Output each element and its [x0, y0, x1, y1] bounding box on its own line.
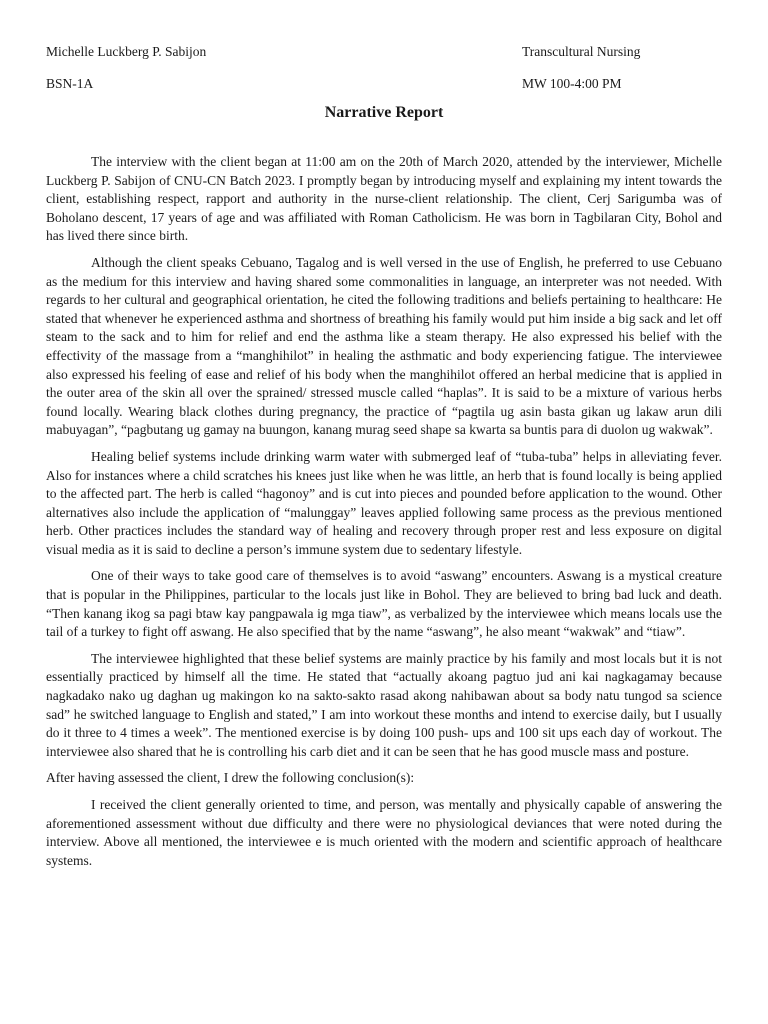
header-row-1 [46, 44, 722, 60]
paragraph-practice: The interviewee highlighted that these belief systems are mainly practice by his family and most locals but it is not essentially practiced by himself all the time. He stated that “actually akoang pagtuo jud ani kai nagkagamay because nagkadako nako ug daghan ug makingon ko na sakto-sakto rasad akong nahibawan about sa body natu tungod sa science sad” he switched language to English and stated,” I am into workout these months and intend to exercise daily, but I usually do it three to 4 times a week”. The mentioned exercise is by doing 100 push- ups and 100 sit ups each day of workout. The interviewee also shared that he is controlling his carb diet and it can be seen that he has good muscle mass and posture. [46, 650, 722, 759]
section-label: BSN-1A [46, 76, 94, 91]
paragraph-traditions: Although the client speaks Cebuano, Tagalog and is well versed in the use of English, he preferred to use Cebuano as the medium for this interview and having shared some commonalities in language, an interpreter was not needed. With regards to her cultural and geographical orientation, he cited the following traditions and beliefs pertaining to healthcare: He stated that whenever he experienced asthma and shortness of breathing his family would put him inside a big sack and let off steam to the sack and to him for relief and end the asthma like a steam therapy. He also expressed his belief with the effectivity of the massage from a “manghihilot” in healing the asthmatic and body experiencing fatigue. The interviewee also expressed his feeling of ease and relief of his body when the manghihilot offered an herbal medicine that is applied in the outer area of the skin all over the sprained/ stressed muscle called “haplas”. It is said to be a mixture of various herbs found locally. Wearing black clothes during pregnancy, the practice of “pagtila ug asin basta gikan ug lakaw arun dili mabuyagan”, “pagbutang ug gamay na buungon, kanang murag seed shape sa kwarta sa buntis para di duolon ug wakwak”. [46, 254, 722, 438]
course-name: Transcultural Nursing [522, 44, 641, 59]
author-name: Michelle Luckberg P. Sabijon [46, 44, 207, 59]
header-row-2 [46, 76, 722, 92]
paragraph-aswang: One of their ways to take good care of themselves is to avoid “aswang” encounters. Aswang is a mystical creature that is popular in the Philippines, particular to the locals just like in Bohol. They are believed to bring bad luck and death. “Then kanang ikog sa pagi btaw kay pangpawala ig mga tiaw”, as verbalized by the interviewee which means locals use the tail of a turkey to fight off aswang. He also specified that by the name “aswang”, he also meant “wakwak” and “tiaw”. [46, 568, 722, 640]
paragraph-conclusion: I received the client generally oriented to time, and person, was mentally and physically capable of answering the aforementioned assessment without due difficulty and there were no physiological deviances that were noted during the interview. Above all mentioned, the interviewee e is much oriented with the modern and scientific approach of healthcare systems. [46, 797, 722, 868]
paragraph-healing: Healing belief systems include drinking warm water with submerged leaf of “tuba-tuba” helps in alleviating fever. Also for instances where a child scratches his knees just like when he was little, an herb that is found locally is being applied to the affected part. The herb is called “hagonoy” and is cut into pieces and pounded before application to the wound. Other alternatives also include the application of “malunggay” leaves applied following same process as the previous mentioned herb. Other practices includes the standard way of healing and recovery through proper rest and less exposure on digital visual media as it is said to decline a person’s immune system due to sedentary lifestyle. [46, 448, 722, 557]
report-title: Narrative Report [324, 104, 444, 121]
schedule-label: MW 100-4:00 PM [522, 76, 622, 91]
paragraph-intro: The interview with the client began at 11:00 am on the 20th of March 2020, attended by the interviewer, Michelle Luckberg P. Sabijon of CNU-CN Batch 2023. I promptly began by introducing myself and explaining my intent towards the client, establishing respect, rapport and authority in the nurse-client relationship. The client, Cerj Sarigumba was of Boholano descent, 17 years of age and was affiliated with Roman Catholicism. He was born in Tagbilaran City, Bohol and has lived there since birth. [46, 154, 722, 244]
report-body [46, 153, 722, 870]
paragraph-conclusion-lead: After having assessed the client, I drew the following conclusion(s): [46, 770, 415, 786]
